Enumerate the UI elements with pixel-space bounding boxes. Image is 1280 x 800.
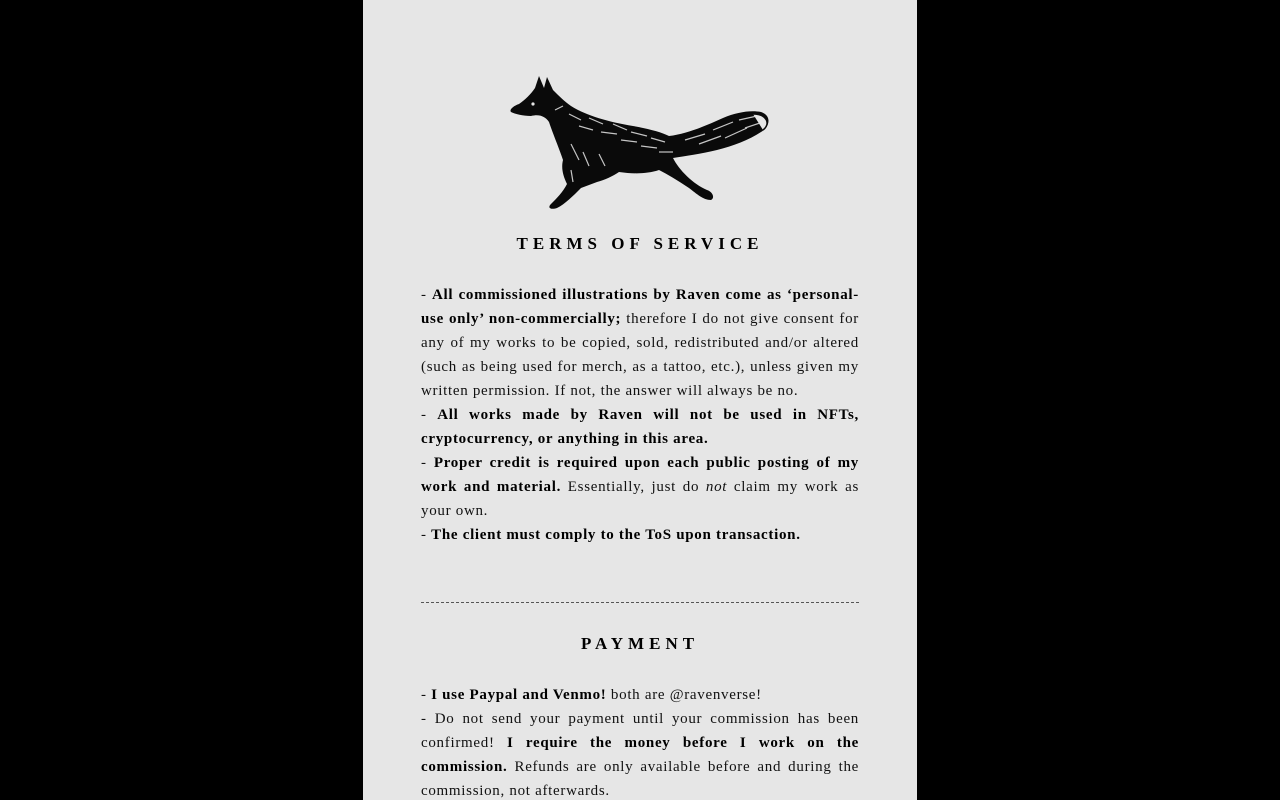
bullet-dash: -: [421, 527, 432, 543]
section-divider: [421, 602, 859, 603]
payment-item: [421, 683, 859, 707]
terms-item: [421, 451, 859, 523]
terms-list: [421, 283, 859, 547]
terms-item-text: claim my work as your own.: [421, 479, 859, 519]
terms-item-bold: Proper credit is required upon each public posting of my work and material.: [421, 455, 859, 495]
bullet-dash: -: [421, 711, 435, 727]
payment-item-text: Refunds are only available before and during the commission, not afterwards.: [421, 759, 859, 799]
bullet-dash: -: [421, 407, 438, 423]
terms-heading: TERMS OF SERVICE: [516, 234, 764, 253]
terms-item: [421, 403, 859, 451]
bullet-dash: -: [421, 455, 434, 471]
bullet-dash: -: [421, 287, 432, 303]
terms-item-text: Essentially, just do: [561, 479, 706, 495]
terms-item-italic: not: [705, 479, 728, 495]
payment-item-bold: I require the money before I work on the commission.: [421, 735, 859, 775]
terms-item-text: therefore I do not give consent for any of my works to be copied, sold, redistributed and/or altered (such as being used for merch, as a tattoo, etc.), unless given my written permission. If not, the answer will always be no.: [421, 311, 859, 399]
tos-page: [363, 0, 917, 800]
terms-item: [421, 523, 859, 547]
payment-item: [421, 707, 859, 800]
payment-item-text: Do not send your payment until your commission has been confirmed!: [421, 711, 859, 751]
terms-item-bold: All works made by Raven will not be used in NFTs, cryptocurrency, or anything in this area.: [421, 407, 859, 447]
payment-heading: PAYMENT: [580, 634, 700, 653]
payment-item-bold: I use Paypal and Venmo!: [431, 687, 607, 703]
terms-item-bold: The client must comply to the ToS upon transaction.: [431, 527, 801, 543]
terms-item-bold: All commissioned illustrations by Raven come as ‘personal-use only’ non-commercially;: [421, 287, 859, 327]
payment-list: [421, 683, 859, 800]
payment-item-text: both are @ravenverse!: [606, 687, 762, 703]
bullet-dash: -: [421, 687, 432, 703]
terms-item: [421, 283, 859, 403]
fox-silhouette-icon: [509, 70, 773, 212]
